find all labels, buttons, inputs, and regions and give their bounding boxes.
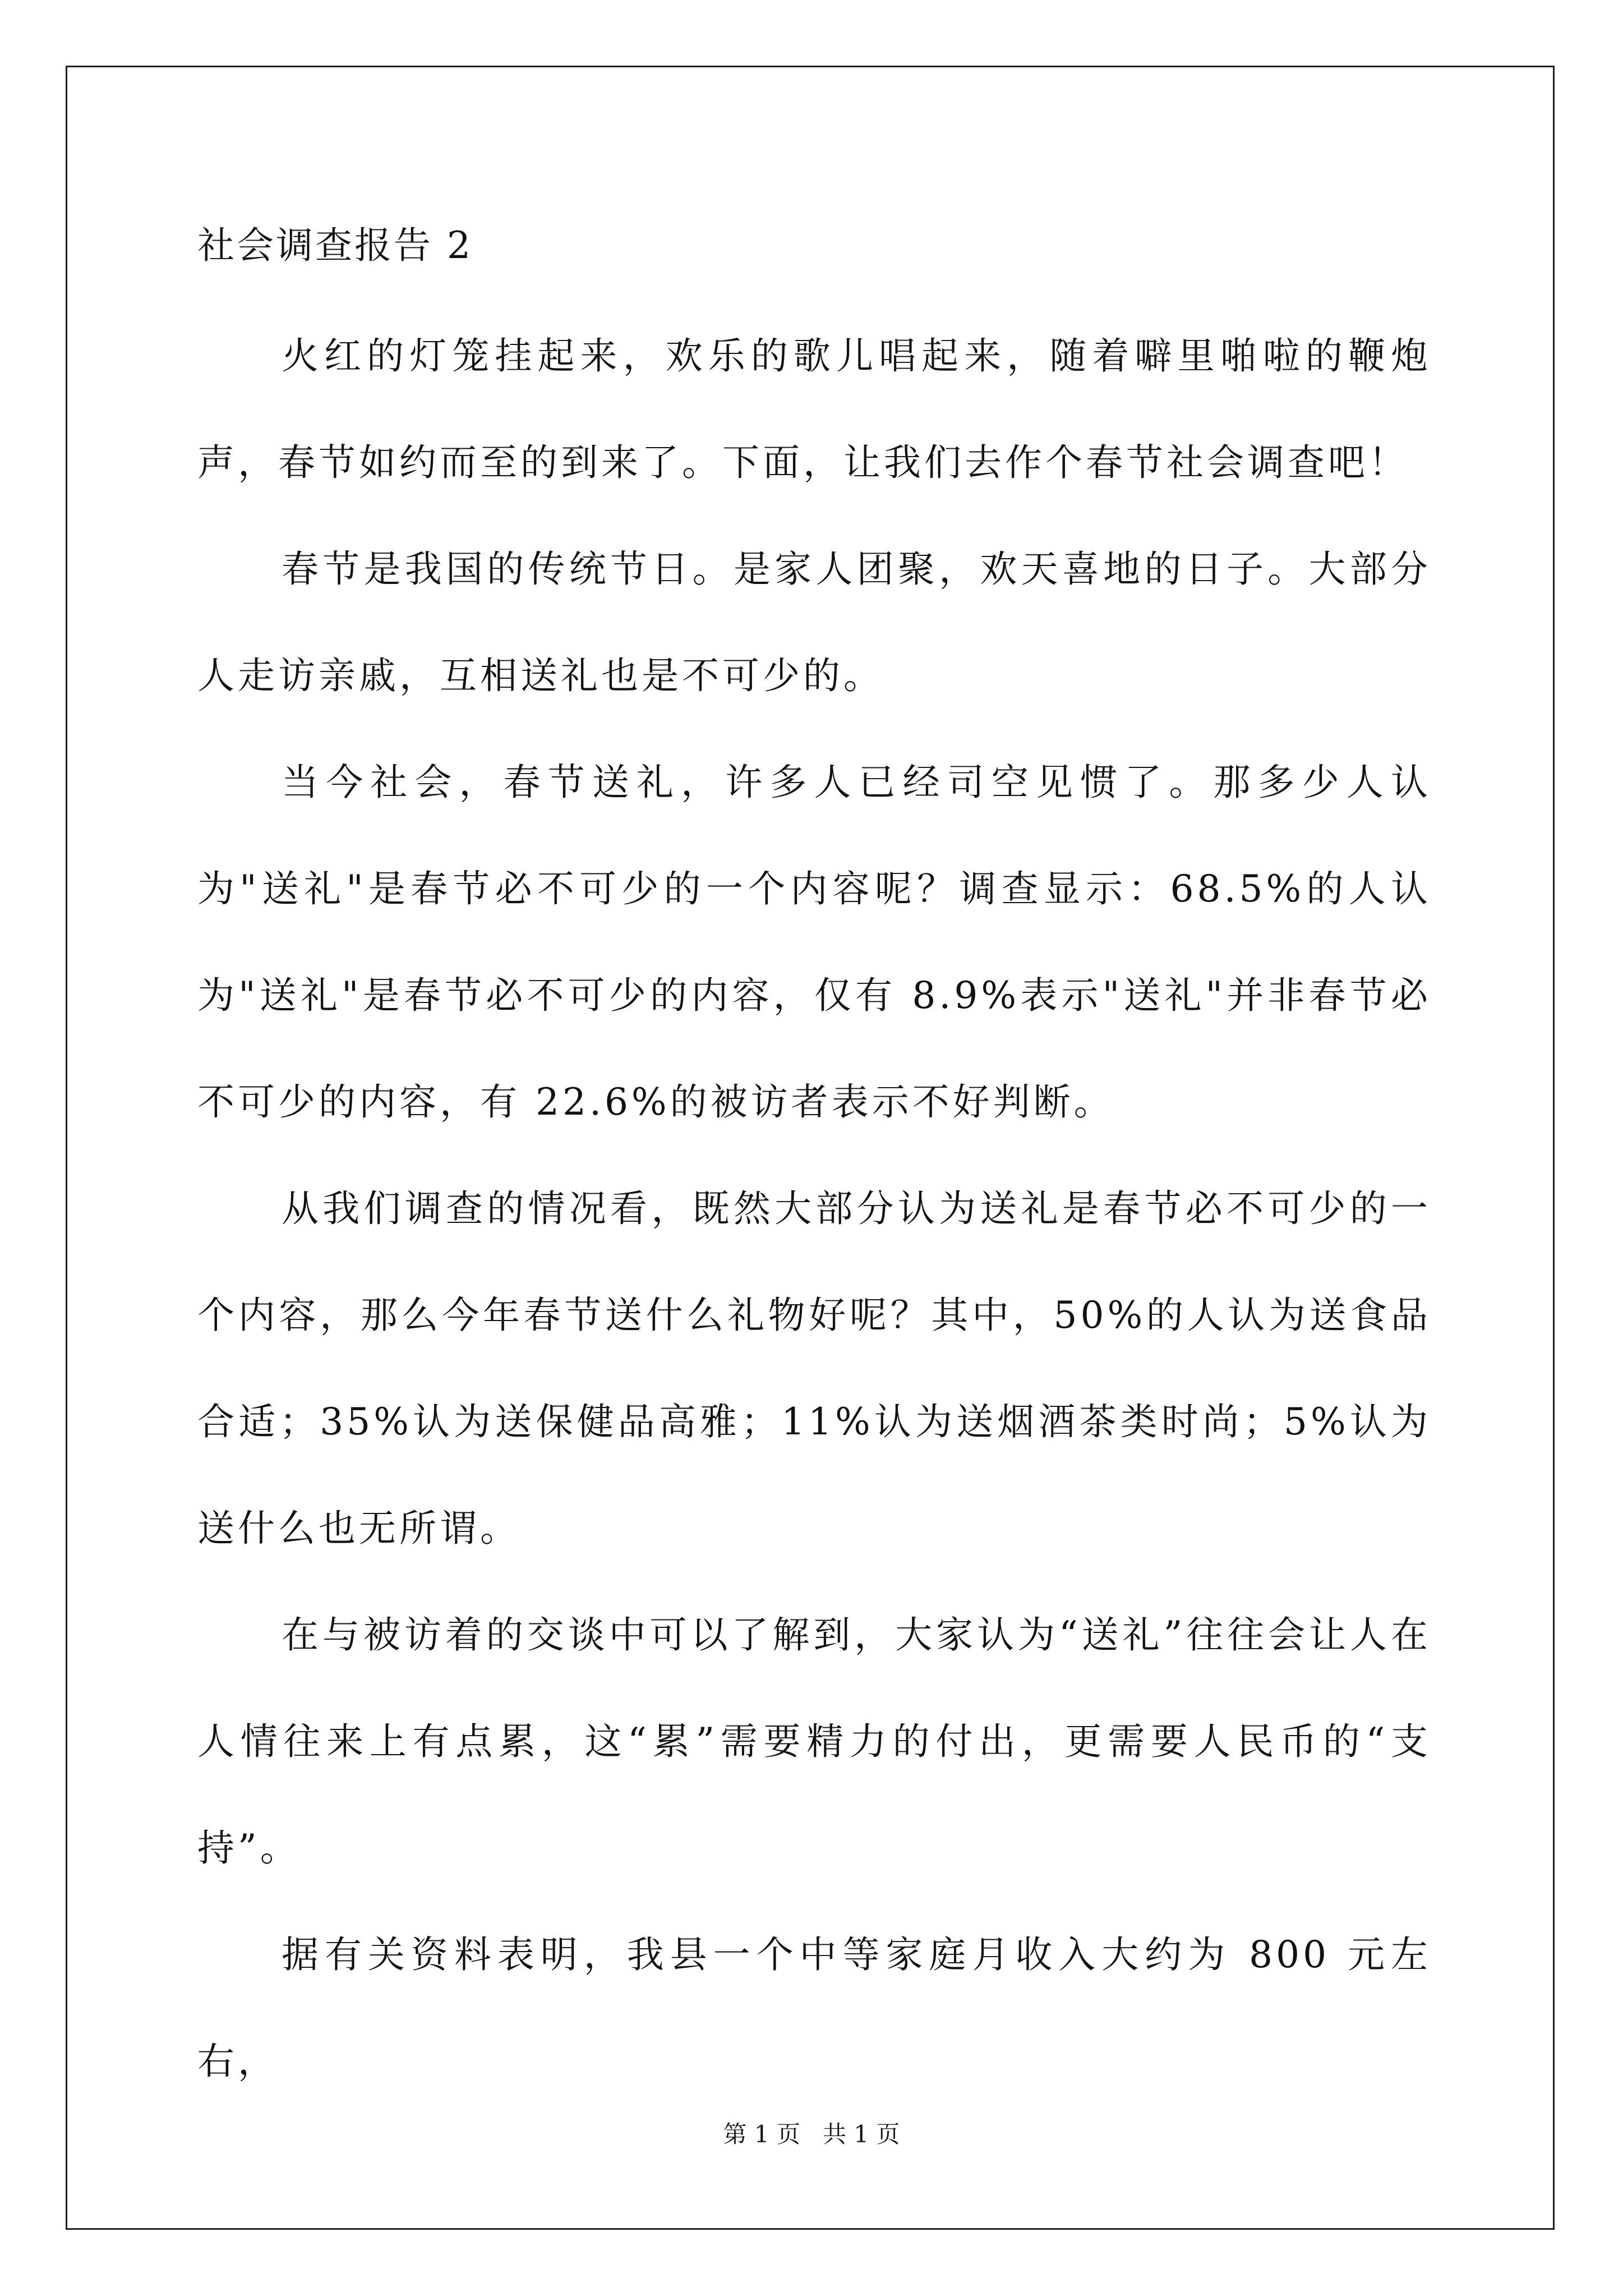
paragraph: 当今社会，春节送礼，许多人已经司空见惯了。那多少人认为"送礼"是春节必不可少的一个内容呢？调查显示：68.5%的人认为"送礼"是春节必不可少的内容，仅有 8.9%表示"送礼"并非春节必不可少的内容，有 22.6%的被访者表示不好判断。 [197, 761, 1431, 1124]
paragraph: 春节是我国的传统节日。是家人团聚，欢天喜地的日子。大部分人走访亲戚，互相送礼也是不可少的。 [197, 547, 1431, 697]
paragraph: 火红的灯笼挂起来，欢乐的歌儿唱起来，随着噼里啪啦的鞭炮声，春节如约而至的到来了。下面，让我们去作个春节社会调查吧！ [197, 334, 1431, 484]
paragraph: 据有关资料表明，我县一个中等家庭月收入大约为 800 元左右， [197, 1933, 1431, 2083]
paragraph: 从我们调查的情况看，既然大部分认为送礼是春节必不可少的一个内容，那么今年春节送什么礼物好呢？其中，50%的人认为送食品合适；35%认为送保健品高雅；11%认为送烟酒茶类时尚；5%认为送什么也无所谓。 [197, 1187, 1431, 1550]
paragraph: 在与被访着的交谈中可以了解到，大家认为“送礼”往往会让人在人情往来上有点累，这“累”需要精力的付出，更需要人民币的“支持”。 [197, 1613, 1431, 1870]
document-body [197, 303, 1431, 2115]
page-footer: 第 1 页 共 1 页 [723, 2120, 900, 2148]
document-title: 社会调查报告 2 [197, 224, 473, 267]
